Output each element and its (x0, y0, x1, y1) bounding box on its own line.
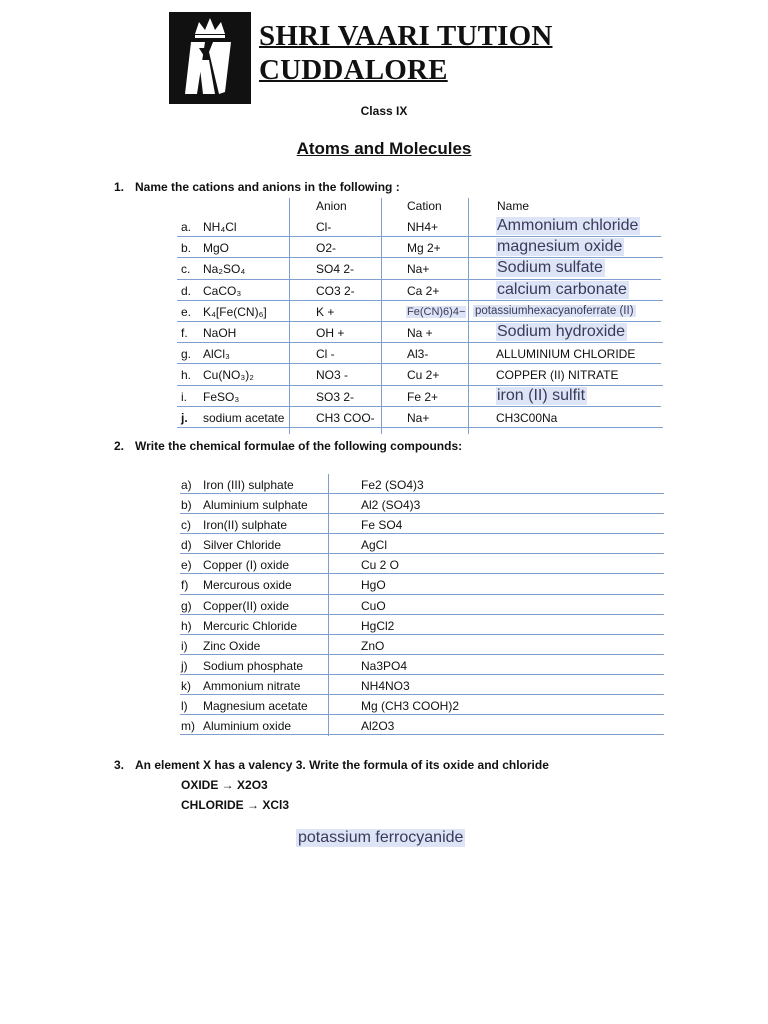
table-row (177, 280, 663, 301)
row-formula: Fe2 (SO4)3 (361, 478, 424, 492)
question-3-text: An element X has a valency 3. Write the formula of its oxide and chloride (135, 758, 549, 772)
table-row (180, 514, 664, 534)
crown-logo-icon (169, 12, 251, 104)
row-anion: SO3 2- (316, 389, 355, 404)
row-formula: ZnO (361, 638, 385, 653)
row-formula: Al2 (SO4)3 (361, 498, 421, 513)
row-letter: i) (181, 638, 188, 653)
row-anion: K + (316, 304, 335, 319)
question-1 (114, 180, 674, 196)
row-compound: Iron(II) sulphate (203, 518, 288, 533)
row-compound: NaOH (203, 325, 237, 340)
row-letter: j) (181, 658, 188, 673)
question-3 (114, 758, 674, 774)
row-letter: g. (181, 347, 192, 362)
row-letter: e. (181, 304, 192, 319)
school-name-line1: SHRI VAARI TUTION (259, 20, 553, 52)
row-letter: i. (181, 389, 187, 404)
row-letter: d) (181, 538, 192, 553)
row-cation: Fe(CN)6)4− (407, 305, 466, 318)
row-letter: d. (181, 283, 192, 298)
row-compound: AlCl₃ (203, 347, 230, 362)
row-name: CH3C00Na (496, 410, 558, 425)
row-formula: HgCl2 (361, 618, 395, 633)
table-formulae (180, 474, 664, 735)
table-row (180, 474, 664, 494)
class-label: Class IX (360, 104, 408, 118)
row-name: iron (II) sulfit (497, 386, 586, 404)
floating-note: potassium ferrocyanide (298, 829, 464, 846)
row-letter: a) (181, 478, 192, 492)
row-formula: Mg (CH3 COOH)2 (361, 699, 460, 714)
table-row (177, 322, 663, 343)
question-2 (114, 439, 674, 455)
row-name: ALLUMINIUM CHLORIDE (496, 347, 636, 362)
row-compound: Mercurous oxide (203, 578, 292, 593)
row-formula: Fe SO4 (361, 518, 403, 533)
page-title: Atoms and Molecules (296, 139, 472, 158)
row-compound: Na₂SO₄ (203, 262, 246, 277)
table-row (180, 595, 664, 615)
table-row (180, 494, 664, 514)
row-compound: Copper (I) oxide (203, 558, 290, 573)
row-letter: g) (181, 598, 192, 613)
table-ions-header (177, 196, 663, 216)
question-2-text: Write the chemical formulae of the following compounds: (135, 439, 463, 453)
table-row (177, 364, 663, 385)
row-letter: m) (181, 719, 195, 734)
row-anion: OH + (316, 325, 345, 340)
row-letter: l) (181, 699, 188, 714)
row-cation: Cu 2+ (407, 368, 440, 383)
row-formula: Cu 2 O (361, 558, 400, 573)
question-3-number: 3. (114, 758, 125, 772)
answer-oxide: OXIDE → X2O3 (181, 778, 268, 792)
row-compound: Aluminium sulphate (203, 498, 308, 513)
row-compound: Ammonium nitrate (203, 678, 301, 693)
row-compound: CaCO₃ (203, 283, 242, 298)
row-anion: Cl - (316, 347, 335, 362)
row-anion: O2- (316, 241, 337, 256)
table-row (177, 343, 663, 364)
row-cation: Mg 2+ (407, 241, 441, 256)
school-logo (169, 12, 251, 104)
row-compound: Mercuric Chloride (203, 618, 298, 633)
row-cation: Na + (407, 325, 433, 340)
row-cation: NH4+ (407, 220, 439, 234)
row-compound: Copper(II) oxide (203, 598, 290, 613)
row-anion: CO3 2- (316, 283, 355, 298)
table-row (180, 574, 664, 594)
table-formulae-body (180, 474, 664, 735)
row-anion: SO4 2- (316, 262, 355, 277)
row-formula: CuO (361, 598, 386, 613)
row-compound: K₄[Fe(CN)₆] (203, 304, 267, 319)
row-formula: AgCl (361, 538, 388, 553)
table-row (180, 635, 664, 655)
row-letter: b) (181, 498, 192, 513)
table-ions (177, 196, 663, 428)
row-compound: Cu(NO₃)₂ (203, 368, 254, 383)
school-name (259, 19, 553, 87)
row-cation: Na+ (407, 262, 430, 277)
table-ions-body (177, 216, 663, 428)
row-compound: Sodium phosphate (203, 658, 304, 673)
table-row (177, 301, 663, 322)
row-letter: a. (181, 220, 192, 234)
column-cation: Cation (407, 199, 442, 213)
row-compound: Magnesium acetate (203, 699, 308, 714)
row-cation: Al3- (407, 347, 429, 362)
row-letter: b. (181, 241, 192, 256)
row-compound: Silver Chloride (203, 538, 282, 553)
row-cation: Na+ (407, 410, 430, 425)
row-compound: MgO (203, 241, 230, 256)
row-letter: h) (181, 618, 192, 633)
row-letter: j. (181, 410, 188, 425)
row-anion: Cl- (316, 220, 332, 234)
table-row (177, 407, 663, 428)
row-anion: CH3 COO- (316, 410, 375, 425)
row-anion: NO3 - (316, 368, 349, 383)
row-compound: Iron (III) sulphate (203, 478, 294, 492)
table-row (180, 655, 664, 675)
table-row (180, 715, 664, 735)
table-row (177, 216, 663, 237)
table-row (177, 386, 663, 407)
row-formula: Na3PO4 (361, 658, 408, 673)
row-compound: Zinc Oxide (203, 638, 261, 653)
column-anion: Anion (316, 199, 347, 213)
table-row (180, 534, 664, 554)
school-name-line2: CUDDALORE (259, 54, 448, 86)
row-name: Sodium hydroxide (497, 322, 626, 340)
row-letter: c) (181, 518, 191, 533)
row-compound: FeSO₃ (203, 389, 240, 404)
question-2-number: 2. (114, 439, 125, 453)
table-row (180, 554, 664, 574)
row-letter: h. (181, 368, 192, 383)
answer-chloride: CHLORIDE → XCl3 (181, 798, 290, 812)
column-name: Name (497, 199, 530, 213)
table-row (177, 237, 663, 258)
table-row (180, 695, 664, 715)
row-cation: Ca 2+ (407, 283, 440, 298)
row-compound: sodium acetate (203, 410, 285, 425)
row-letter: f) (181, 578, 189, 593)
question-1-text: Name the cations and anions in the following : (135, 180, 400, 194)
table-row (180, 615, 664, 635)
question-1-number: 1. (114, 180, 125, 194)
row-formula: NH4NO3 (361, 678, 410, 693)
row-letter: k) (181, 678, 191, 693)
table-row (177, 258, 663, 279)
row-letter: e) (181, 558, 192, 573)
row-letter: c. (181, 262, 191, 277)
row-name: COPPER (II) NITRATE (496, 368, 619, 383)
row-formula: HgO (361, 578, 386, 593)
table-row (180, 675, 664, 695)
row-divider (180, 734, 664, 735)
row-divider (177, 427, 663, 428)
row-name: magnesium oxide (497, 238, 623, 256)
row-letter: f. (181, 325, 188, 340)
row-name: potassiumhexacyanoferrate (II) (475, 304, 634, 317)
row-name: calcium carbonate (497, 280, 627, 298)
row-formula: Al2O3 (361, 719, 395, 734)
row-cation: Fe 2+ (407, 389, 439, 404)
row-compound: NH₄Cl (203, 220, 237, 234)
row-compound: Aluminium oxide (203, 719, 292, 734)
row-name: Sodium sulfate (497, 259, 603, 277)
row-name: Ammonium chloride (497, 217, 639, 234)
